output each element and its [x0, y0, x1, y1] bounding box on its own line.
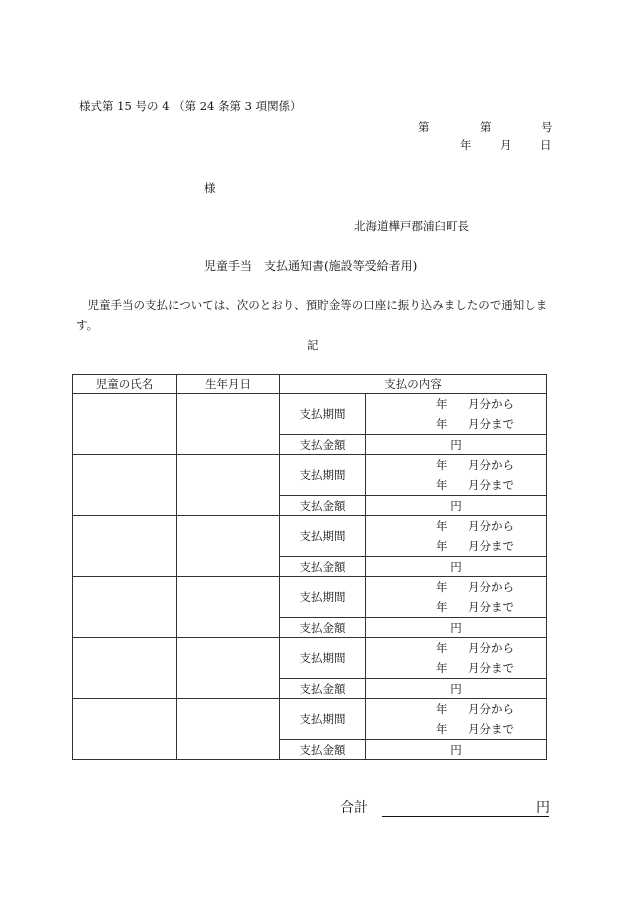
child-name-cell[interactable]: [73, 638, 177, 699]
payment-period-cell: [366, 577, 547, 618]
header-birthdate: 生年月日: [177, 375, 280, 394]
birthdate-cell[interactable]: [177, 516, 280, 577]
period-to-year: 年: [436, 417, 448, 431]
doc-number-dai-2: 第: [480, 120, 492, 134]
period-from-month: 月分から: [468, 580, 514, 594]
header-payment-content: 支払の内容: [280, 375, 547, 394]
period-from-month: 月分から: [468, 641, 514, 655]
body-text: [76, 295, 558, 335]
period-from-year: 年: [436, 702, 448, 716]
payment-amount-label: 支払金額: [280, 435, 366, 455]
birthdate-cell[interactable]: [177, 638, 280, 699]
date-day: 日: [540, 138, 552, 152]
payment-period-cell: [366, 394, 547, 435]
issuer-name: 北海道樺戸郡浦臼町長: [354, 219, 469, 233]
period-from-month: 月分から: [468, 458, 514, 472]
document-number: [418, 119, 554, 135]
birthdate-cell[interactable]: [177, 577, 280, 638]
header-child-name: 児童の氏名: [73, 375, 177, 394]
table-row: [73, 455, 547, 496]
payment-period-label: 支払期間: [280, 516, 366, 557]
period-to-year: 年: [436, 661, 448, 675]
payment-period-label: 支払期間: [280, 394, 366, 435]
period-to-month: 月分まで: [468, 539, 514, 553]
payment-table: [72, 374, 547, 760]
period-to-year: 年: [436, 478, 448, 492]
payment-period-label: 支払期間: [280, 638, 366, 679]
period-from-year: 年: [436, 641, 448, 655]
period-to-month: 月分まで: [468, 722, 514, 736]
table-row: [73, 699, 547, 740]
birthdate-cell[interactable]: [177, 699, 280, 760]
total-amount-line: [382, 816, 549, 817]
payment-amount-yen: 円: [450, 742, 462, 757]
payment-amount-cell: [366, 740, 547, 760]
doc-number-go: 号: [541, 120, 553, 134]
period-to-year: 年: [436, 722, 448, 736]
payment-amount-yen: 円: [450, 559, 462, 574]
payment-period-cell: [366, 455, 547, 496]
child-name-cell[interactable]: [73, 394, 177, 455]
birthdate-cell[interactable]: [177, 394, 280, 455]
table-row: [73, 577, 547, 618]
payment-amount-cell: [366, 618, 547, 638]
period-to-year: 年: [436, 600, 448, 614]
table-body: [73, 394, 547, 760]
payment-amount-label: 支払金額: [280, 679, 366, 699]
date-year: 年: [460, 138, 472, 152]
table-row: [73, 638, 547, 679]
payment-amount-label: 支払金額: [280, 557, 366, 577]
payment-amount-cell: [366, 496, 547, 516]
total-yen: 円: [536, 800, 550, 816]
form-number: 様式第 15 号の 4 （第 24 条第 3 項関係）: [79, 99, 302, 113]
payment-period-label: 支払期間: [280, 577, 366, 618]
child-name-cell[interactable]: [73, 516, 177, 577]
period-to-month: 月分まで: [468, 600, 514, 614]
payment-amount-yen: 円: [450, 681, 462, 696]
child-name-cell[interactable]: [73, 577, 177, 638]
payment-period-cell: [366, 516, 547, 557]
child-name-cell[interactable]: [73, 455, 177, 516]
payment-period-label: 支払期間: [280, 455, 366, 496]
date-month: 月: [500, 138, 512, 152]
ki-label: 記: [307, 338, 319, 352]
payment-amount-yen: 円: [450, 498, 462, 513]
addressee-suffix: 様: [204, 181, 216, 195]
payment-amount-cell: [366, 557, 547, 577]
period-from-month: 月分から: [468, 519, 514, 533]
table-row: [73, 516, 547, 557]
period-from-year: 年: [436, 580, 448, 594]
issue-date: [458, 137, 554, 153]
payment-amount-label: 支払金額: [280, 618, 366, 638]
payment-amount-label: 支払金額: [280, 740, 366, 760]
birthdate-cell[interactable]: [177, 455, 280, 516]
payment-amount-yen: 円: [450, 620, 462, 635]
payment-period-cell: [366, 638, 547, 679]
payment-amount-cell: [366, 679, 547, 699]
period-to-month: 月分まで: [468, 661, 514, 675]
body-paragraph: 児童手当の支払については、次のとおり、預貯金等の口座に振り込みましたので通知します。: [76, 298, 548, 332]
table-row: [73, 394, 547, 435]
document-title: 児童手当 支払通知書(施設等受給者用): [204, 259, 418, 273]
table-header-row: [73, 375, 547, 394]
period-from-year: 年: [436, 519, 448, 533]
payment-period-cell: [366, 699, 547, 740]
period-from-month: 月分から: [468, 397, 514, 411]
period-from-month: 月分から: [468, 702, 514, 716]
payment-amount-yen: 円: [450, 437, 462, 452]
period-to-year: 年: [436, 539, 448, 553]
period-to-month: 月分まで: [468, 478, 514, 492]
payment-amount-cell: [366, 435, 547, 455]
period-to-month: 月分まで: [468, 417, 514, 431]
doc-number-dai-1: 第: [418, 120, 430, 134]
period-from-year: 年: [436, 397, 448, 411]
child-name-cell[interactable]: [73, 699, 177, 760]
total-label: 合計: [340, 800, 368, 816]
period-from-year: 年: [436, 458, 448, 472]
payment-amount-label: 支払金額: [280, 496, 366, 516]
payment-period-label: 支払期間: [280, 699, 366, 740]
